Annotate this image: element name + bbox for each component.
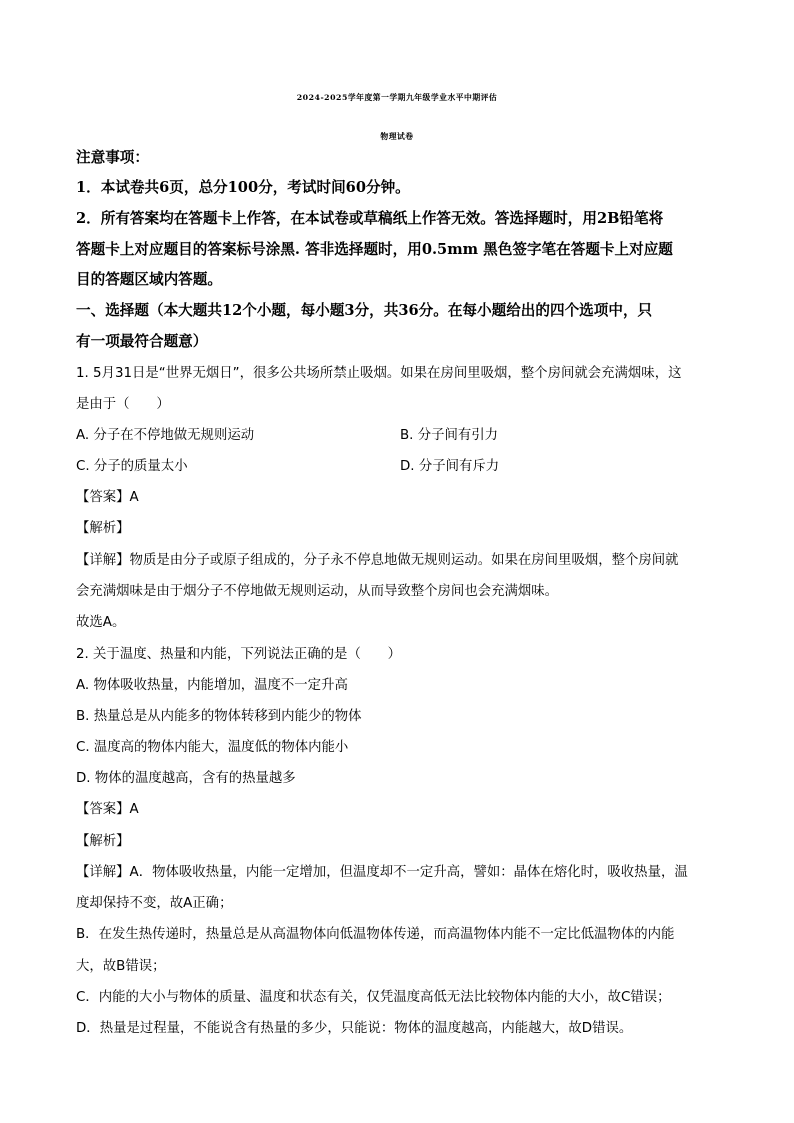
q2-option-a: A. 物体吸收热量，内能增加，温度不一定升高 — [76, 678, 348, 693]
q1-detail-line-1: 【详解】物质是由分子或原子组成的，分子永不停息地做无规则运动。如果在房间里吸烟，整个房间就 — [76, 553, 679, 568]
q2-answer: 【答案】A — [76, 802, 139, 817]
notice-item-2-line-1: 2．所有答案均在答题卡上作答，在本试卷或草稿纸上作答无效。答选择题时，用2B铅笔将 — [76, 210, 664, 227]
q2-option-c: C. 温度高的物体内能大，温度低的物体内能小 — [76, 740, 349, 755]
exam-title: 2024-2025学年度第一学期九年级学业水平中期评估 — [296, 93, 498, 102]
q1-answer: 【答案】A — [76, 490, 139, 505]
q2-option-b: B. 热量总是从内能多的物体转移到内能少的物体 — [76, 709, 362, 724]
notice-item-2-line-2: 答题卡上对应题目的答案标号涂黑. 答非选择题时，用0.5mm 黑色签字笔在答题卡上对应题 — [76, 241, 673, 258]
q2-detail-line-2: 度却保持不变，故A正确； — [76, 896, 233, 911]
q1-stem-line-1: 1. 5月31日是“世界无烟日”，很多公共场所禁止吸烟。如果在房间里吸烟，整个房间就会充满烟味，这 — [76, 366, 682, 381]
notice-item-2-line-3: 目的答题区域内答题。 — [76, 271, 222, 288]
q2-stem: 2. 关于温度、热量和内能，下列说法正确的是（ ） — [76, 647, 402, 662]
q2-option-d: D. 物体的温度越高，含有的热量越多 — [76, 771, 296, 786]
section-1-heading-line-1: 一、选择题（本大题共12个小题，每小题3分，共36分。在每小题给出的四个选项中，只 — [76, 302, 653, 319]
q2-detail-line-4: 大，故B错误； — [76, 959, 166, 974]
section-1-heading-line-2: 有一项最符合题意） — [76, 333, 208, 350]
notice-item-1: 1．本试卷共6页，总分100分，考试时间60分钟。 — [76, 179, 410, 196]
q1-detail-line-2: 会充满烟味是由于烟分子不停地做无规则运动，从而导致整个房间也会充满烟味。 — [76, 584, 559, 599]
notice-heading: 注意事项： — [76, 149, 149, 166]
q1-option-b: B. 分子间有引力 — [400, 428, 499, 443]
q2-detail-line-6: D．热量是过程量，不能说含有热量的多少，只能说：物体的温度越高，内能越大，故D错误。 — [76, 1021, 633, 1036]
q1-analysis-label: 【解析】 — [76, 521, 130, 536]
q1-option-d: D. 分子间有斥力 — [400, 459, 500, 474]
q2-analysis-label: 【解析】 — [76, 834, 130, 849]
q1-option-c: C. 分子的质量太小 — [76, 459, 188, 474]
q1-stem-line-2: 是由于（ ） — [76, 397, 170, 412]
q1-conclusion: 故选A。 — [76, 615, 126, 630]
q2-detail-line-3: B．在发生热传递时，热量总是从高温物体向低温物体传递，而高温物体内能不一定比低温物体的内能 — [76, 927, 675, 942]
q2-detail-line-5: C．内能的大小与物体的质量、温度和状态有关，仅凭温度高低无法比较物体内能的大小，故C错误； — [76, 990, 671, 1005]
exam-subtitle: 物理试卷 — [380, 132, 414, 141]
q1-option-a: A. 分子在不停地做无规则运动 — [76, 428, 255, 443]
q2-detail-line-1: 【详解】A．物体吸收热量，内能一定增加，但温度却不一定升高，譬如：晶体在熔化时，吸收热量，温 — [76, 865, 688, 880]
